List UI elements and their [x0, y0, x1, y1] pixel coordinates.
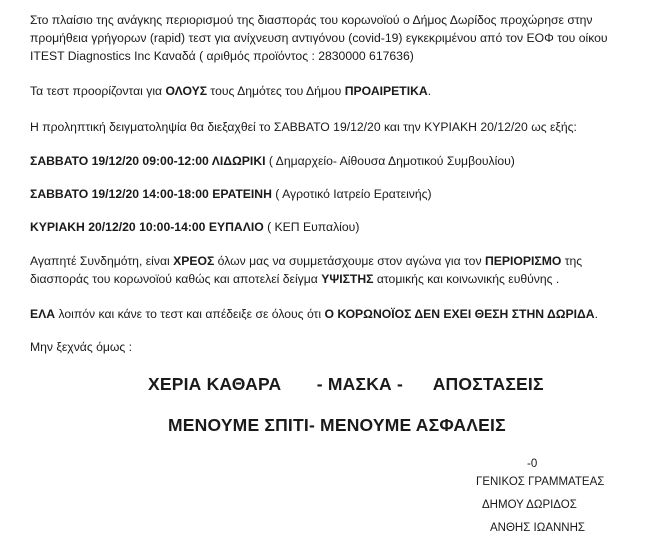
appeal-line-1 — [30, 253, 582, 270]
call-come: ΕΛΑ — [30, 307, 56, 321]
target-paragraph — [30, 83, 431, 100]
signature-org: ΔΗΜΟΥ ΔΩΡΙΔΟΣ — [482, 499, 577, 511]
appeal-text: της — [561, 254, 583, 268]
appeal-duty: ΧΡΕΟΣ — [173, 254, 215, 268]
schedule-when: ΚΥΡΙΑΚΗ 20/12/20 10:00-14:00 ΕΥΠΑΛΙΟ — [30, 220, 264, 234]
appeal-text: ατομικής και κοινωνικής ευθύνης . — [373, 272, 560, 286]
appeal-text: όλων μας να συμμετάσχουμε στον αγώνα για τον — [214, 254, 485, 268]
signature-title: ΓΕΝΙΚΟΣ ΓΡΑΜΜΑΤΕΑΣ — [476, 476, 605, 488]
slogan-hygiene: ΧΕΡΙΑ ΚΑΘΑΡΑ - ΜΑΣΚΑ - ΑΠΟΣΤΑΣΕΙΣ — [148, 374, 544, 394]
target-mid: τους Δημότες του Δήμου — [207, 84, 345, 98]
schedule-item-erateini — [30, 186, 432, 203]
intro-line-3: ITEST Diagnostics Inc Καναδά ( αριθμός προϊόντος : 2830000 617636) — [30, 49, 414, 63]
signature-name: ΑΝΘΗΣ ΙΩΑΝΝΗΣ — [490, 522, 586, 534]
signature-mark: -0 — [527, 458, 538, 470]
call-to-action — [30, 306, 598, 323]
intro-line-1: Στο πλαίσιο της ανάγκης περιορισμού της διασποράς του κορωνοϊού ο Δήμος Δωρίδος προχώρησε στην — [30, 13, 593, 27]
appeal-text: Αγαπητέ Συνδημότη, είναι — [30, 254, 174, 268]
call-text: λοιπόν και κάνε το τεστ και απέδειξε σε όλους ότι — [55, 307, 325, 321]
schedule-item-lidoriki — [30, 153, 515, 170]
target-pre: Τα τεστ προορίζονται για — [30, 84, 166, 98]
appeal-highest: ΥΨΙΣΤΗΣ — [321, 272, 374, 286]
target-optional: ΠΡΟΑΙΡΕΤΙΚΑ — [344, 84, 428, 98]
appeal-limitation: ΠΕΡΙΟΡΙΣΜΟ — [484, 254, 562, 268]
schedule-item-efpalio — [30, 219, 359, 236]
target-all: ΟΛΟΥΣ — [165, 84, 208, 98]
target-end: . — [427, 84, 432, 98]
reminder: Μην ξεχνάς όμως : — [30, 340, 133, 354]
appeal-text: διασποράς του κορωνοϊού καθώς και αποτελεί δείγμα — [30, 272, 322, 286]
slogan-stay-home: ΜΕΝΟΥΜΕ ΣΠΙΤΙ- ΜΕΝΟΥΜΕ ΑΣΦΑΛΕΙΣ — [168, 415, 506, 435]
schedule-where: ( ΚΕΠ Ευπαλίου) — [263, 220, 360, 234]
intro-line-2: προμήθεια γρήγορων (rapid) τεστ για ανίχνευση αντιγόνου (covid-19) εγκεκριμένου από τον ΕΟΦ του οίκου — [30, 31, 608, 45]
appeal-line-2 — [30, 271, 559, 288]
call-slogan: Ο ΚΟΡΩΝΟΪΟΣ ΔΕΝ ΕΧΕΙ ΘΕΣΗ ΣΤΗΝ ΔΩΡΙΔΑ — [324, 307, 595, 321]
schedule-when: ΣΑΒΒΑΤΟ 19/12/20 14:00-18:00 ΕΡΑΤΕΙΝΗ — [30, 187, 272, 201]
schedule-where: ( Δημαρχείο- Αίθουσα Δημοτικού Συμβουλίου) — [265, 154, 515, 168]
schedule-intro: Η προληπτική δειγματοληψία θα διεξαχθεί το ΣΑΒΒΑΤΟ 19/12/20 και την ΚΥΡΙΑΚΗ 20/12/20 ως εξής: — [30, 120, 577, 134]
schedule-where: ( Αγροτικό Ιατρείο Ερατεινής) — [271, 187, 432, 201]
call-end: . — [594, 307, 598, 321]
schedule-when: ΣΑΒΒΑΤΟ 19/12/20 09:00-12:00 ΛΙΔΩΡΙΚΙ — [30, 154, 266, 168]
